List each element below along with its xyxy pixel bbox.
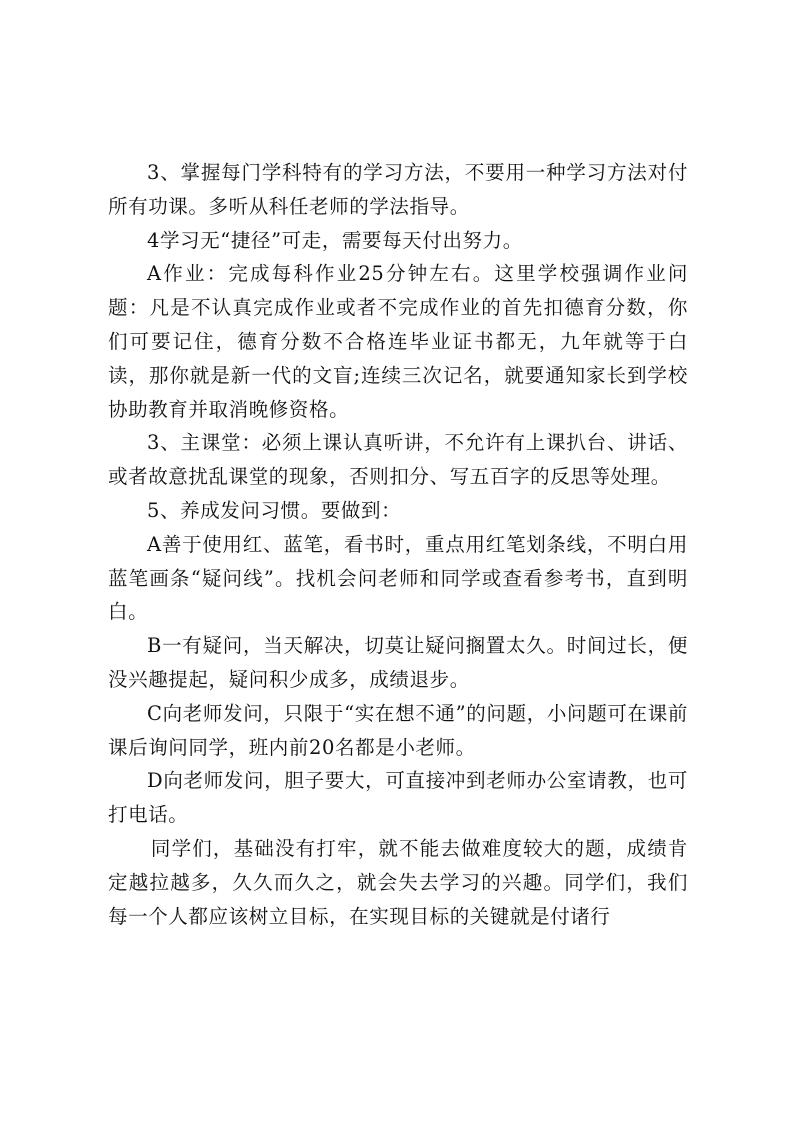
paragraph-closing: 同学们，基础没有打牢，就不能去做难度较大的题，成绩肯定越拉越多，久久而久之，就会失去学习的兴趣。同学们，我们每一个人都应该树立目标，在实现目标的关键就是付诸行 bbox=[108, 836, 688, 928]
paragraph-homework: A作业：完成每科作业25分钟左右。这里学校强调作业问题：凡是不认真完成作业或者不完成作业的首先扣德育分数，你们可要记住，德育分数不合格连毕业证书都无，九年就等于白读，那你就是新一代的文盲;连续三次记名，就要通知家长到学校协助教育并取消晚修资格。 bbox=[108, 262, 688, 421]
paragraph-item-a-pens: A善于使用红、蓝笔，看书时，重点用红笔划条线，不明白用蓝笔画条“疑问线”。找机会问老师和同学或查看参考书，直到明白。 bbox=[108, 532, 688, 624]
document-body bbox=[108, 156, 688, 933]
paragraph-item-c-ask-teacher: C向老师发问，只限于“实在想不通”的问题，小问题可在课前课后询问同学，班内前20名都是小老师。 bbox=[108, 701, 688, 759]
paragraph-main-classroom: 3、主课堂：必须上课认真听讲，不允许有上课扒台、讲话、或者故意扰乱课堂的现象，否则扣分、写五百字的反思等处理。 bbox=[108, 431, 688, 489]
paragraph-item-d-be-brave: D向老师发问，胆子要大，可直接冲到老师办公室请教，也可打电话。 bbox=[108, 769, 688, 827]
paragraph-item-b-same-day: B一有疑问，当天解决，切莫让疑问搁置太久。时间过长，便没兴趣提起，疑问积少成多，成绩退步。 bbox=[108, 634, 688, 691]
paragraph-questioning-habit: 5、养成发问习惯。要做到： bbox=[147, 498, 402, 522]
paragraph-no-shortcut: 4学习无“捷径”可走，需要每天付出努力。 bbox=[147, 228, 523, 252]
paragraph-study-methods: 3、掌握每门学科特有的学习方法，不要用一种学习方法对付所有功课。多听从科任老师的学法指导。 bbox=[108, 161, 688, 218]
